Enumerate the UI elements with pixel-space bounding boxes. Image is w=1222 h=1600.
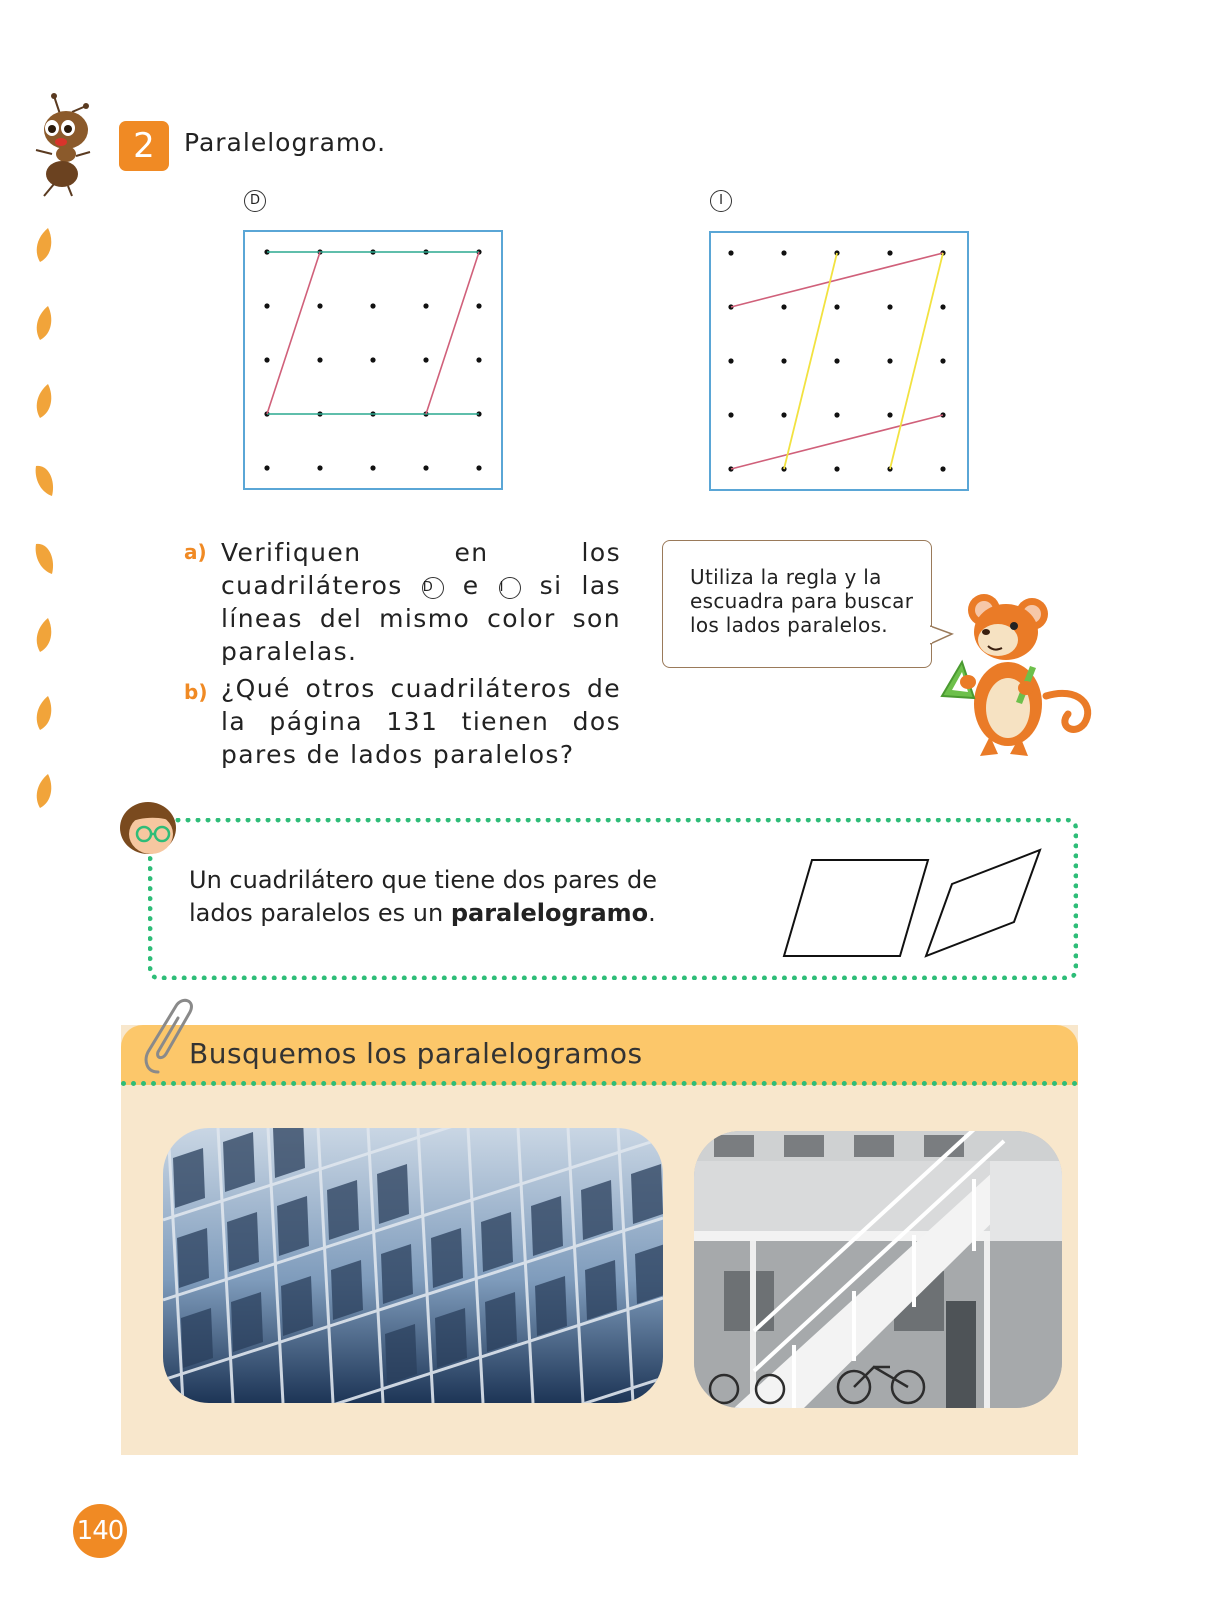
parallelogram-shapes-illustration [780, 846, 1050, 966]
leaf-icon [34, 306, 54, 340]
leaf-icon [34, 384, 54, 418]
teacher-avatar-icon [116, 798, 186, 856]
grid-i-pink-bottom-line [731, 415, 943, 469]
speech-bubble-line-1: Utiliza la regla y la [690, 565, 882, 589]
leaf-icon [34, 618, 54, 652]
leaf-icon [34, 540, 54, 574]
parallelogram-shape-1 [784, 860, 928, 956]
grid-d-pink-right-line [426, 252, 479, 414]
leaf-icon [34, 228, 54, 262]
section-title: Paralelogramo. [184, 128, 387, 157]
figure-i-label: I [708, 188, 734, 212]
grid-i-pink-top-line [731, 253, 943, 307]
grid-i-dots [728, 250, 945, 471]
ant-mascot-icon [30, 92, 100, 197]
definition-line-2: lados paralelos es un paralelogramo. [189, 899, 656, 927]
grid-i-yellow-right-line [890, 253, 943, 469]
circled-i: I [499, 577, 521, 599]
leaf-icon [34, 696, 54, 730]
parallelogram-shape-2 [926, 850, 1040, 956]
building-facade-photo [163, 1128, 663, 1403]
question-b-letter: b) [184, 680, 208, 704]
circled-d: D [422, 577, 444, 599]
busquemos-divider [121, 1081, 1078, 1086]
grid-d-dots [264, 249, 481, 470]
section-number-badge: 2 [119, 121, 169, 171]
definition-line-1: Un cuadrilátero que tiene dos pares de [189, 866, 658, 894]
question-a-letter: a) [184, 540, 207, 564]
grid-i-yellow-left-line [784, 253, 837, 469]
page-number: 140 [73, 1504, 127, 1558]
figure-d-label: D [242, 188, 268, 212]
question-b-text: ¿Qué otros cuadriláteros de la página 131 tienen dos pares de lados paralelos? [221, 674, 621, 769]
grid-d-pink-left-line [267, 252, 320, 414]
dot-grid-i [709, 231, 969, 491]
speech-bubble [662, 540, 932, 668]
building-stairs-photo [694, 1131, 1062, 1408]
leaf-icon [34, 774, 54, 808]
definition-bold-term: paralelogramo [450, 899, 649, 927]
monkey-mascot-icon [928, 586, 1118, 776]
speech-bubble-line-2: escuadra para buscar [690, 589, 914, 613]
paperclip-icon [140, 996, 196, 1076]
speech-bubble-line-3: los lados paralelos. [690, 613, 888, 637]
leaf-icon [34, 462, 54, 496]
dot-grid-d [243, 230, 503, 490]
definition-text [189, 864, 709, 930]
busquemos-title: Busquemos los paralelogramos [189, 1037, 643, 1070]
question-a-text: Verifiquen en los cuadriláteros D e I si las líneas del mismo color son paralelas. [221, 538, 621, 666]
